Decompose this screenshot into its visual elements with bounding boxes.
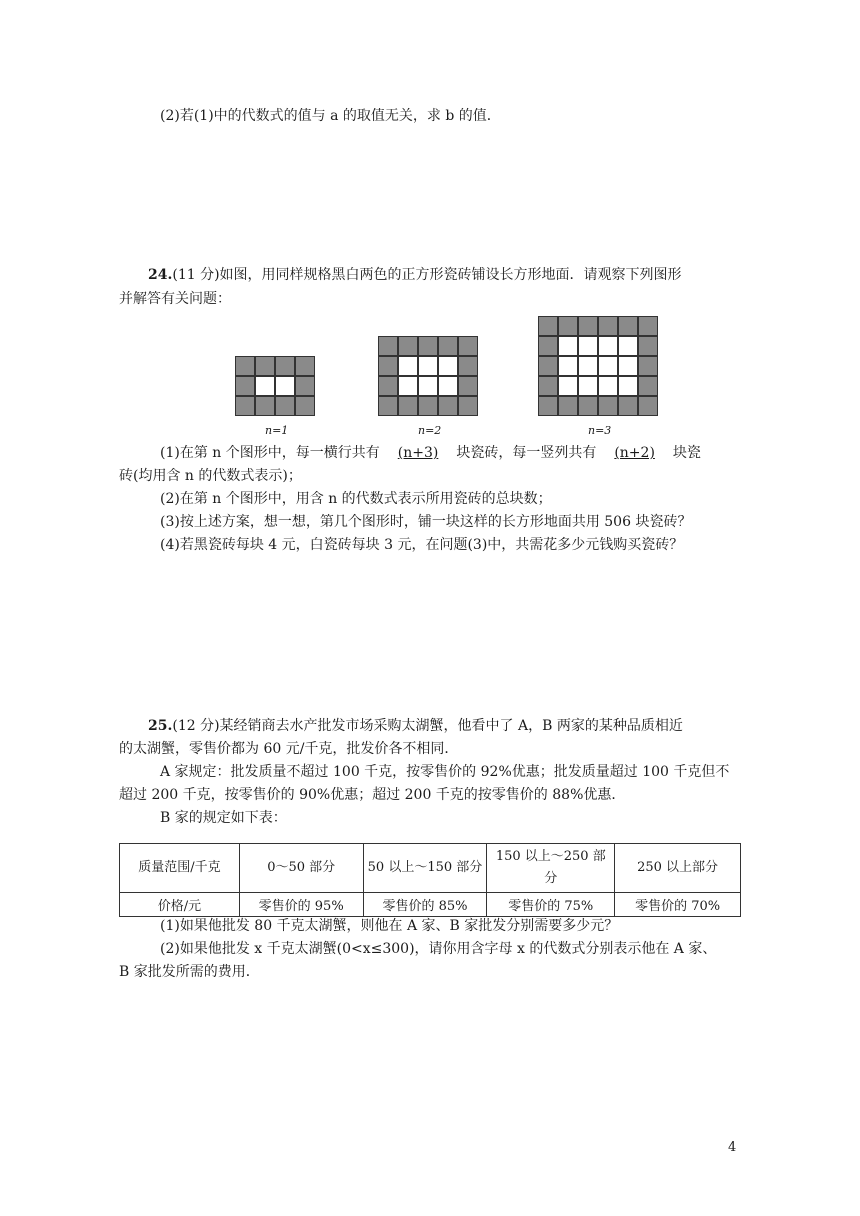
q25-intro-line2: 的太湖蟹，零售价都为 60 元/千克，批发价各不相同．: [119, 741, 459, 757]
black-tile: [458, 396, 478, 416]
black-tile: [578, 396, 598, 416]
figure-label-n1: n=1: [265, 424, 289, 437]
q25-number: 25.: [148, 718, 173, 734]
black-tile: [295, 396, 315, 416]
q23-part2: (2)若(1)中的代数式的值与 a 的取值无关，求 b 的值．: [160, 108, 501, 124]
white-tile: [598, 356, 618, 376]
black-tile: [578, 316, 598, 336]
black-tile: [275, 356, 295, 376]
black-tile: [235, 376, 255, 396]
black-tile: [598, 316, 618, 336]
white-tile: [578, 336, 598, 356]
black-tile: [538, 336, 558, 356]
black-tile: [255, 396, 275, 416]
q25-b-rule: B 家的规定如下表：: [160, 810, 287, 826]
q24-intro-text: (11 分)如图，用同样规格黑白两色的正方形瓷砖铺设长方形地面．请观察下列图形: [172, 267, 682, 283]
black-tile: [458, 336, 478, 356]
table-cell: 0～50 部分: [239, 844, 363, 893]
black-tile: [538, 376, 558, 396]
black-tile: [398, 336, 418, 356]
white-tile: [418, 356, 438, 376]
white-tile: [398, 356, 418, 376]
black-tile: [378, 396, 398, 416]
table-cell: 价格/元: [120, 893, 240, 917]
q24-intro: [148, 265, 682, 285]
q25-a-rule-1: A 家规定：批发质量不超过 100 千克，按零售价的 92%优惠；批发质量超过 100 千克但不: [160, 764, 730, 780]
white-tile: [618, 376, 638, 396]
q25-intro: [148, 716, 683, 736]
white-tile: [438, 376, 458, 396]
black-tile: [558, 396, 578, 416]
black-tile: [458, 356, 478, 376]
black-tile: [558, 316, 578, 336]
q25-part2-line2: B 家批发所需的费用．: [119, 964, 260, 980]
table-cell: 150 以上～250 部分: [487, 844, 615, 893]
table-cell: 零售价的 75%: [487, 893, 615, 917]
white-tile: [398, 376, 418, 396]
black-tile: [295, 376, 315, 396]
black-tile: [295, 356, 315, 376]
q24-answer-blank-2: (n+2): [614, 445, 655, 461]
q24-part2: (2)在第 n 个图形中，用含 n 的代数式表示所用瓷砖的总块数；: [160, 491, 552, 507]
black-tile: [618, 316, 638, 336]
black-tile: [618, 396, 638, 416]
black-tile: [255, 356, 275, 376]
black-tile: [235, 356, 255, 376]
table-cell: 零售价的 70%: [615, 893, 741, 917]
black-tile: [438, 396, 458, 416]
white-tile: [255, 376, 275, 396]
table-cell: 质量范围/千克: [120, 844, 240, 893]
figure-label-n2: n=2: [418, 424, 442, 437]
white-tile: [618, 356, 638, 376]
q24-answer-blank-1: (n+3): [397, 445, 439, 461]
white-tile: [438, 356, 458, 376]
white-tile: [558, 336, 578, 356]
black-tile: [638, 316, 658, 336]
black-tile: [538, 396, 558, 416]
q24-part1: [160, 443, 701, 463]
price-table-header-row: [120, 844, 741, 893]
black-tile: [275, 396, 295, 416]
white-tile: [618, 336, 638, 356]
q25-part2-line1: (2)如果他批发 x 千克太湖蟹(0<x≤300)，请你用含字母 x 的代数式分别表示他在 A 家、: [160, 941, 717, 957]
white-tile: [578, 356, 598, 376]
table-cell: 50 以上～150 部分: [363, 844, 487, 893]
black-tile: [378, 356, 398, 376]
q25-a-rule-2: 超过 200 千克，按零售价的 90%优惠；超过 200 千克的按零售价的 88%优惠．: [119, 787, 626, 803]
q24-part3: (3)按上述方案，想一想，第几个图形时，铺一块这样的长方形地面共用 506 块瓷砖？: [160, 514, 692, 530]
q24-number: 24.: [148, 267, 173, 283]
white-tile: [275, 376, 295, 396]
black-tile: [538, 316, 558, 336]
black-tile: [438, 336, 458, 356]
table-cell: 250 以上部分: [615, 844, 741, 893]
page-number: 4: [728, 1140, 737, 1155]
white-tile: [598, 376, 618, 396]
table-cell: 零售价的 95%: [239, 893, 363, 917]
black-tile: [638, 376, 658, 396]
q24-part1-b: 块瓷砖，每一竖列共有: [456, 445, 597, 461]
q24-part1-a: (1)在第 n 个图形中，每一横行共有: [160, 445, 380, 461]
black-tile: [598, 396, 618, 416]
black-tile: [418, 336, 438, 356]
figure-label-n3: n=3: [588, 424, 612, 437]
black-tile: [378, 376, 398, 396]
white-tile: [578, 376, 598, 396]
q24-part1-c: 块瓷: [672, 445, 701, 461]
tile-figure-n1: [235, 356, 315, 416]
black-tile: [458, 376, 478, 396]
white-tile: [558, 356, 578, 376]
black-tile: [235, 396, 255, 416]
black-tile: [538, 356, 558, 376]
q25-part1: (1)如果他批发 80 千克太湖蟹，则他在 A 家、B 家批发分别需要多少元？: [160, 918, 619, 934]
white-tile: [558, 376, 578, 396]
q24-intro-line2: 并解答有关问题：: [119, 291, 231, 307]
q25-intro-text: (12 分)某经销商去水产批发市场采购太湖蟹，他看中了 A，B 两家的某种品质相近: [172, 718, 683, 734]
black-tile: [398, 396, 418, 416]
black-tile: [418, 396, 438, 416]
black-tile: [638, 356, 658, 376]
black-tile: [638, 336, 658, 356]
white-tile: [418, 376, 438, 396]
tile-figure-n2: [378, 336, 478, 416]
white-tile: [598, 336, 618, 356]
price-table-row: [120, 893, 741, 917]
q24-part1-line2: 砖(均用含 n 的代数式表示)；: [119, 468, 302, 484]
black-tile: [638, 396, 658, 416]
tile-figure-n3: [538, 316, 658, 416]
q24-part4: (4)若黑瓷砖每块 4 元，白瓷砖每块 3 元，在问题(3)中，共需花多少元钱购买瓷砖？: [160, 537, 684, 553]
black-tile: [378, 336, 398, 356]
table-cell: 零售价的 85%: [363, 893, 487, 917]
price-table: [119, 843, 741, 917]
